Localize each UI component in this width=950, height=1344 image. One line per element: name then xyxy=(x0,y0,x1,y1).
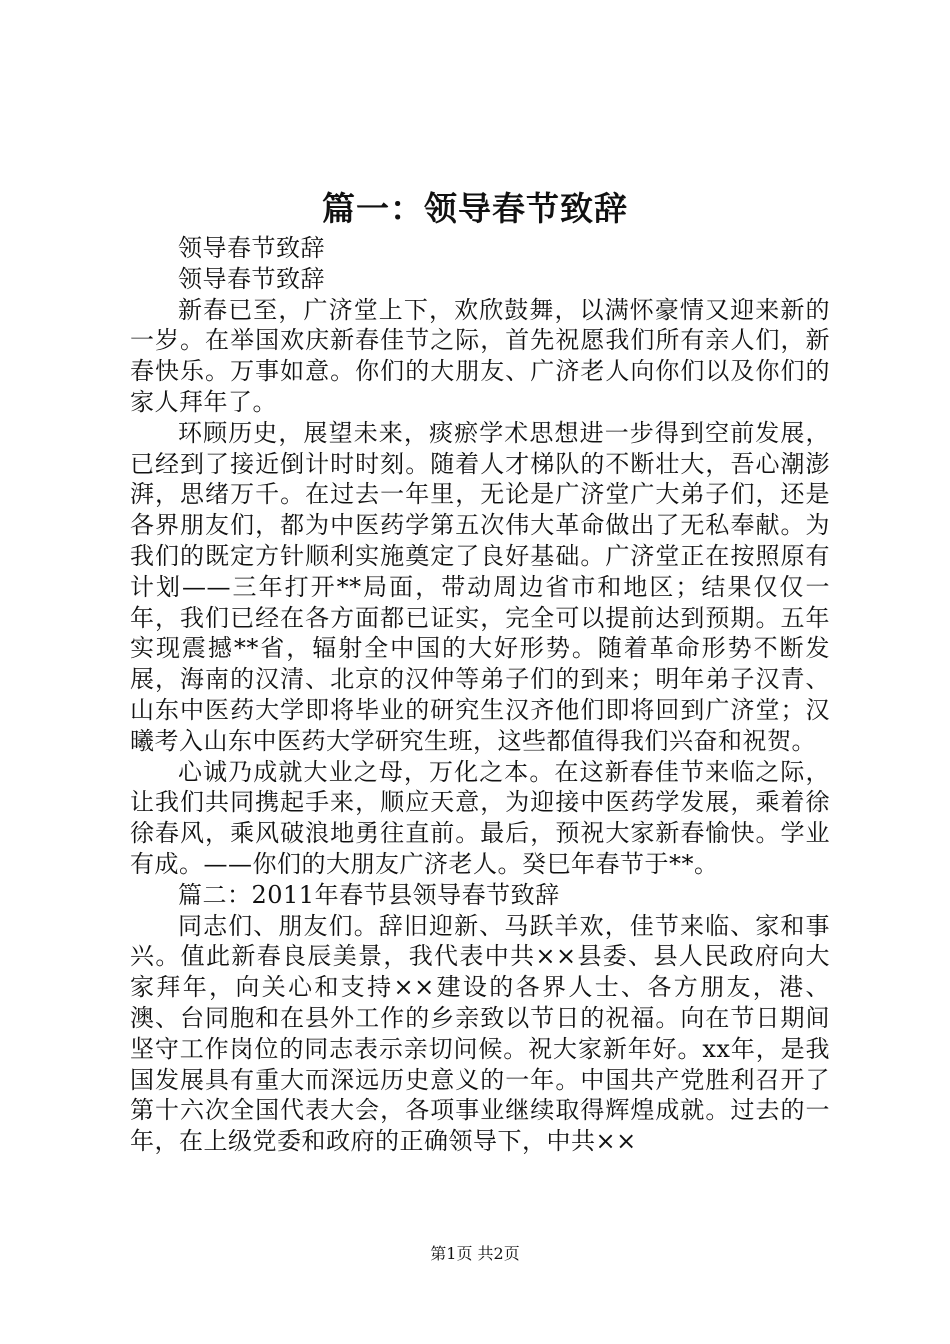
paragraph-subtitle-2: 领导春节致辞 xyxy=(178,264,325,293)
paragraph: 环顾历史，展望未来，痰瘀学术思想进一步得到空前发展，已经到了接近倒计时时刻。随着人才梯队的不断壮大，吾心潮澎湃，思绪万千。在过去一年里，无论是广济堂广大弟子们，还是各界朋友们，都为中医药学第五次伟大革命做出了无私奉献。为我们的既定方针顺利实施奠定了良好基础。广济堂正在按照原有计划——三年打开**局面，带动周边省市和地区；结果仅仅一年，我们已经在各方面都已证实，完全可以提前达到预期。五年实现震撼**省，辐射全中国的大好形势。随着革命形势不断发展，海南的汉清、北京的汉仲等弟子们的到来；明年弟子汉青、山东中医药大学即将毕业的研究生汉齐他们即将回到广济堂；汉曦考入山东中医药大学研究生班，这些都值得我们兴奋和祝贺。 xyxy=(130,418,830,755)
section-heading: 篇二：2011年春节县领导春节致辞 xyxy=(178,880,560,909)
document-title: 篇一：领导春节致辞 xyxy=(322,189,628,228)
paragraph: 心诚乃成就大业之母，万化之本。在这新春佳节来临之际，让我们共同携起手来，顺应天意，为迎接中医药学发展，乘着徐徐春风，乘风破浪地勇往直前。最后，预祝大家新春愉快。学业有成。——你们的大朋友广济老人。癸巳年春节于**。 xyxy=(130,757,830,878)
page-footer: 第1页 共2页 xyxy=(430,1244,520,1263)
paragraph-subtitle-1: 领导春节致辞 xyxy=(178,234,325,262)
paragraph: 同志们、朋友们。辞旧迎新、马跃羊欢，佳节来临、家和事兴。值此新春良辰美景，我代表中共××县委、县人民政府向大家拜年，向关心和支持××建设的各界人士、各方朋友，港、澳、台同胞和在县外工作的乡亲致以节日的祝福。向在节日期间坚守工作岗位的同志表示亲切问候。祝大家新年好。xx年，是我国发展具有重大而深远历史意义的一年。中国共产党胜利召开了第十六次全国代表大会，各项事业继续取得辉煌成就。过去的一年，在上级党委和政府的正确领导下，中共×× xyxy=(130,911,830,1156)
paragraph: 新春已至，广济堂上下，欢欣鼓舞，以满怀豪情又迎来新的一岁。在举国欢庆新春佳节之际，首先祝愿我们所有亲人们，新春快乐。万事如意。你们的大朋友、广济老人向你们以及你们的家人拜年了。 xyxy=(130,295,830,416)
document-body xyxy=(130,233,830,1157)
